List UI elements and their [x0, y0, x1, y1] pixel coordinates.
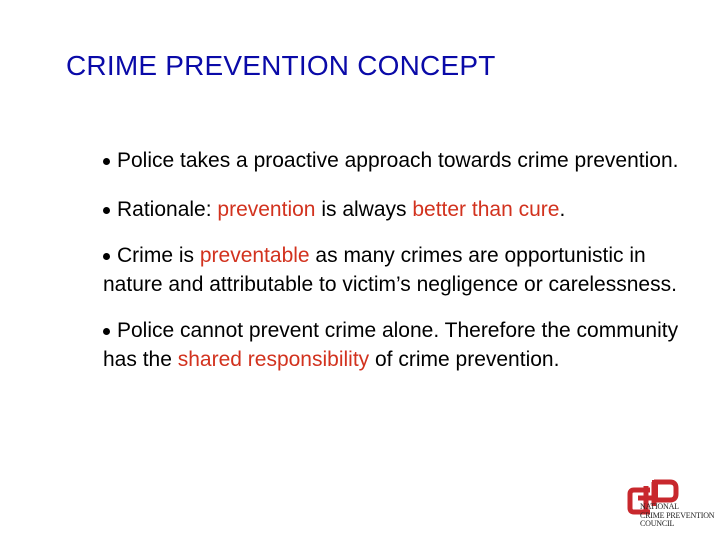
bullet-text: .	[559, 198, 566, 221]
highlighted-text: preventable	[199, 244, 310, 267]
logo-line: CRIME PREVENTION	[640, 510, 715, 520]
highlighted-text: better than cure	[412, 198, 560, 221]
bullet-item	[103, 316, 683, 374]
bullet-item	[103, 146, 683, 175]
logo-text	[640, 503, 714, 529]
highlighted-text: prevention	[217, 198, 316, 221]
bullet-text: Rationale:	[117, 198, 218, 221]
bullet-text: as many crimes are opportunistic in nature and attributable to victim’s negligence or carelessness.	[103, 244, 677, 296]
bullet-dot-icon	[103, 207, 110, 214]
bullet-dot-icon	[103, 158, 110, 165]
bullet-text: Police takes a proactive approach towards crime prevention.	[117, 149, 679, 172]
bullet-text: Crime is	[117, 244, 200, 267]
bullet-text: of crime prevention.	[369, 348, 560, 371]
highlighted-text: shared responsibility	[177, 348, 370, 371]
logo-line: NATIONAL	[640, 502, 679, 511]
bullet-text: Police cannot prevent crime alone. Therefore the community has the	[103, 319, 679, 371]
bullet-item	[103, 241, 683, 299]
slide-title: CRIME PREVENTION CONCEPT	[66, 50, 496, 81]
bullet-list	[103, 146, 683, 390]
logo-line: COUNCIL	[640, 519, 675, 528]
bullet-item	[103, 195, 683, 224]
bullet-text: is always	[315, 198, 413, 221]
bullet-dot-icon	[103, 253, 110, 260]
bullet-dot-icon	[103, 328, 110, 335]
